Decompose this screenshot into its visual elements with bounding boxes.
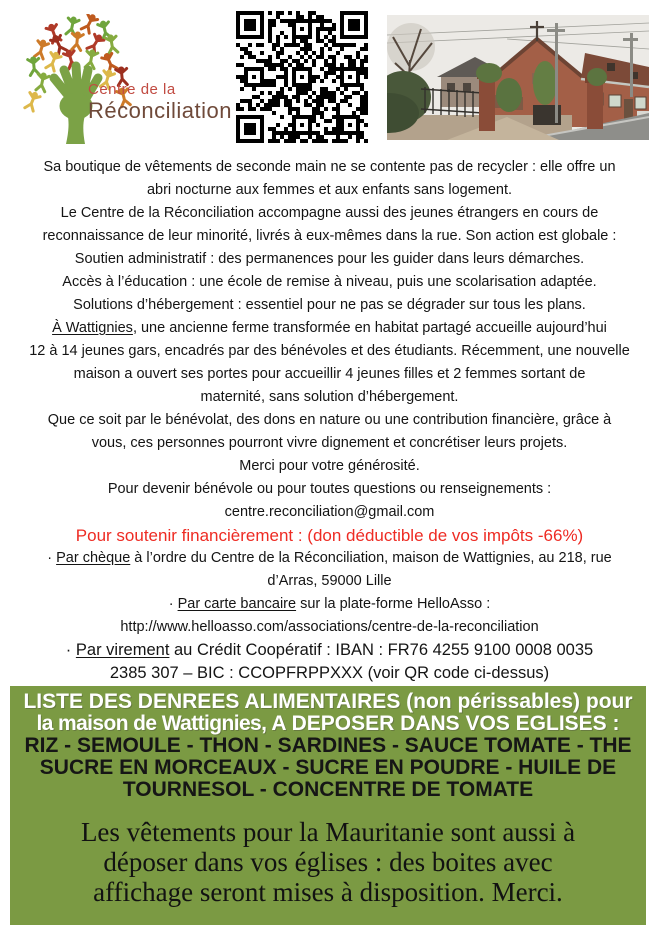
text-run: Pour soutenir financièrement : (don déductible de vos impôts -66%) (75, 526, 584, 545)
text-run: la maison de Wattignies, (36, 712, 267, 735)
text-line (0, 639, 659, 662)
text-line (0, 156, 659, 179)
text-run: · (65, 641, 76, 659)
logo-tree-icon (12, 14, 147, 146)
text-line (0, 363, 659, 386)
text-line (0, 524, 659, 547)
text-run: centre.reconciliation@gmail.com (224, 504, 435, 520)
text-run: LISTE DES DENREES ALIMENTAIRES (non périssables) pour (23, 690, 633, 713)
text-line (10, 713, 646, 735)
text-line (0, 501, 659, 524)
text-line (0, 662, 659, 685)
text-run: d’Arras, 59000 Lille (267, 573, 392, 589)
text-run: 2385 307 – BIC : CCOPFRPPXXX (voir QR code ci-dessus) (109, 664, 550, 682)
text-line: SUCRE EN MORCEAUX - SUCRE EN POUDRE - HUILE DE (39, 756, 617, 779)
text-run: vous, ces personnes pourront vivre dignement et concrétiser leurs projets. (91, 435, 568, 451)
text-line (0, 455, 659, 478)
org-logo (12, 14, 232, 146)
text-line (0, 294, 659, 317)
text-line (0, 616, 659, 639)
text-run: au Crédit Coopératif : IBAN : FR76 4255 9100 0008 0035 (169, 641, 594, 659)
text-line (0, 547, 659, 570)
text-run: Par chèque (56, 550, 131, 566)
text-run: Soutien administratif : des permanences pour les guider dans leurs démarches. (74, 251, 585, 267)
qr-code-graphic (236, 11, 368, 143)
farmhouse-photo-illustration (387, 15, 649, 140)
text-line: déposer dans vos églises : des boites avec (103, 847, 553, 877)
clothes-note (10, 817, 646, 907)
text-run: Par carte bancaire (177, 596, 297, 612)
header (0, 0, 659, 150)
text-run: sur la plate-forme HelloAsso : (296, 596, 491, 612)
text-run: À Wattignies (52, 320, 133, 336)
text-run: Merci pour votre générosité. (239, 458, 420, 474)
text-run: Solutions d’hébergement : essentiel pour ne pas se dégrader sur tous les plans. (73, 297, 586, 313)
text-run: · (168, 596, 178, 612)
text-run: abri nocturne aux femmes et aux enfants sans logement. (146, 182, 513, 198)
logo-text-line2: Réconciliation (88, 98, 232, 123)
text-line (0, 478, 659, 501)
text-run: Sa boutique de vêtements de seconde main ne se contente pas de recycler : elle offre un (43, 159, 616, 175)
text-run: maternité, sans solution d’hébergement. (200, 389, 459, 405)
text-run: · (47, 550, 57, 566)
text-line: TOURNESOL - CONCENTRE DE TOMATE (122, 778, 534, 801)
logo-text (88, 82, 232, 122)
text-run: A DEPOSER DANS VOS EGLISES : (266, 712, 620, 735)
food-collection-banner (10, 686, 646, 925)
text-line (0, 340, 659, 363)
farmhouse-photo (387, 15, 649, 140)
text-line (10, 691, 646, 713)
text-line (0, 225, 659, 248)
text-line (0, 202, 659, 225)
text-line (0, 386, 659, 409)
text-run: Accès à l’éducation : une école de remise à niveau, puis une scolarisation adaptée. (62, 274, 597, 290)
text-run: http://www.helloasso.com/associations/centre-de-la-reconciliation (120, 619, 539, 635)
banner-heading (10, 691, 646, 735)
text-run: , une ancienne ferme transformée en habitat partagé accueille aujourd’hui (132, 320, 607, 336)
text-line (0, 409, 659, 432)
text-run: Que ce soit par le bénévolat, des dons en nature ou une contribution financière, grâce à (47, 412, 612, 428)
text-line (0, 248, 659, 271)
text-run: à l’ordre du Centre de la Réconciliation, maison de Wattignies, au 218, rue (130, 550, 612, 566)
text-line (0, 593, 659, 616)
text-run: Pour devenir bénévole ou pour toutes questions ou renseignements : (107, 481, 552, 497)
body-text (0, 150, 659, 685)
text-line (0, 317, 659, 340)
logo-text-line1: Centre de la (88, 81, 176, 98)
text-line (0, 432, 659, 455)
text-run: Par virement (75, 641, 170, 659)
text-line: RIZ - SEMOULE - THON - SARDINES - SAUCE TOMATE - THE (24, 734, 632, 757)
text-line: affichage seront mises à disposition. Merci. (93, 877, 563, 907)
text-run: Le Centre de la Réconciliation accompagne aussi des jeunes étrangers en cours de (60, 205, 599, 221)
text-line: Les vêtements pour la Mauritanie sont aussi à (80, 817, 576, 847)
text-run: reconnaissance de leur minorité, livrés à eux-mêmes dans la rue. Son action est globale : (42, 228, 617, 244)
qr-code (233, 8, 371, 146)
text-line (0, 179, 659, 202)
text-run: maison a ouvert ses portes pour accueillir 4 jeunes filles et 2 femmes sortant de (73, 366, 586, 382)
text-run: 12 à 14 jeunes gars, encadrés par des bénévoles et des étudiants. Récemment, une nouvelle (29, 343, 630, 359)
text-line (0, 570, 659, 593)
text-line (0, 271, 659, 294)
food-items-list (10, 735, 646, 801)
